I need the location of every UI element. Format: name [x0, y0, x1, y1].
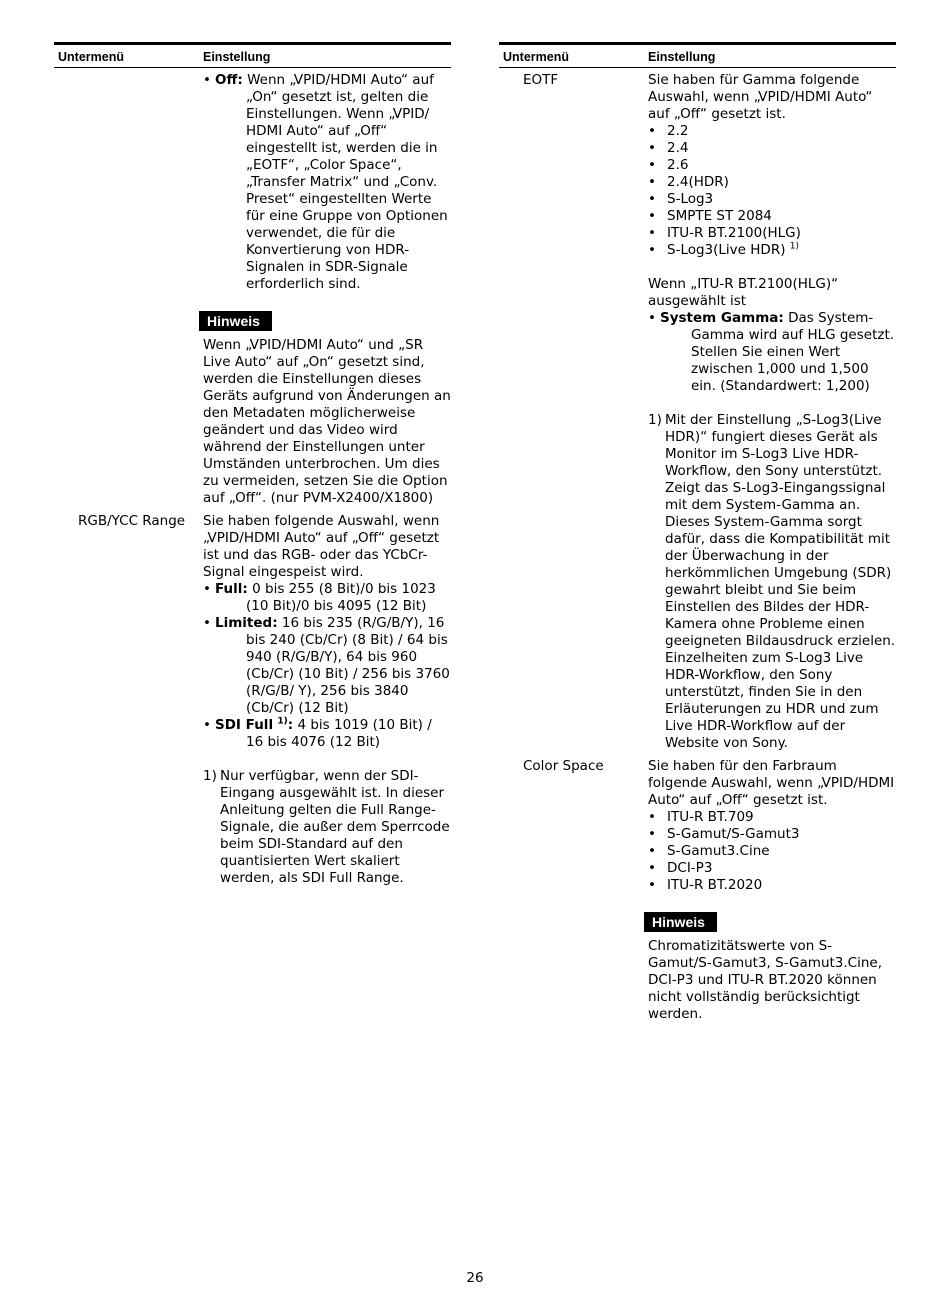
color-space-submenu: Color Space — [523, 758, 604, 774]
off-text: Wenn „VPID/HDMI Auto“ auf „On“ gesetzt ist, gelten die Einstellungen. Wenn „VPID/ HDMI Auto“ auf „Off“ eingestellt ist, werden die in „EOTF“, „Color Space“, „Transfer Matrix“ und „Conv. Preset“ eingestellten Werte für eine Gruppe von Optionen verwendet, die für die Konvertierung von HDR-Signalen in SDR-Signale erforderlich sind. — [246, 72, 448, 292]
row-eotf — [499, 72, 896, 752]
row-continued — [54, 72, 451, 507]
range-options — [203, 581, 451, 751]
row-color-space — [499, 758, 896, 1023]
rgb-submenu: RGB/YCC Range — [78, 513, 186, 529]
cs-option: • S-Gamut/S-Gamut3 — [648, 826, 896, 843]
header-submenu: Untermenü — [58, 50, 124, 64]
off-label: Off: — [215, 72, 243, 88]
cs-option: • ITU-R BT.2020 — [648, 877, 896, 894]
header-setting: Einstellung — [203, 50, 271, 64]
eotf-intro: Sie haben für Gamma folgende Auswahl, wenn „VPID/HDMI Auto“ auf „Off“ gesetzt ist. — [648, 72, 873, 122]
system-gamma: • System Gamma: Das System-Gamma wird auf HLG gesetzt. Stellen Sie einen Wert zwischen 1,000 und 1,500 ein. (Standardwert: 1,200) — [648, 310, 896, 395]
off-option — [203, 72, 451, 293]
row-rgb-ycc-range — [54, 513, 451, 887]
cs-option: • DCI-P3 — [648, 860, 896, 877]
table-header — [499, 42, 896, 68]
footnote: 1) Mit der Einstellung „S-Log3(Live HDR)“ fungiert dieses Gerät als Monitor im S-Log3 Live HDR-Workflow, den Sony unterstützt. Zeigt das S-Log3-Eingangssignal mit dem System-Gamma an. Dieses System-Gamma sorgt dafür, dass die Kompatibilität mit der Überwachung in der herkömmlichen Umgebung (SDR) gewahrt bleibt und Sie beim Einstellen des Bildes der HDR-Kamera ohne Probleme einen geeigneten Bildausdruck erzielen. Einzelheiten zum S-Log3 Live HDR-Workflow, den Sony unterstützt, finden Sie in den Erläuterungen zu HDR und zum Live HDR-Workflow auf der Website von Sony. — [648, 412, 896, 751]
header-setting: Einstellung — [648, 50, 716, 64]
range-limited: • Limited: 16 bis 235 (R/G/B/Y), 16 bis 240 (Cb/Cr) (8 Bit) / 64 bis 940 (R/G/B/Y), 64 bis 960 (Cb/Cr) (10 Bit) / 256 bis 3760 (R/G/B/ Y), 256 bis 3840 (Cb/Cr) (12 Bit) — [203, 615, 451, 717]
range-full: • Full: 0 bis 255 (8 Bit)/0 bis 1023 (10 Bit)/0 bis 4095 (12 Bit) — [203, 581, 451, 615]
rgb-intro: Sie haben folgende Auswahl, wenn „VPID/HDMI Auto“ auf „Off“ gesetzt ist und das RGB- oder das YCbCr-Signal eingespeist wird. — [203, 513, 440, 580]
gamma-option: • 2.4(HDR) — [648, 174, 896, 191]
table-header — [54, 42, 451, 68]
off-option-list — [203, 72, 451, 293]
range-sdi-full: • SDI Full $^{1)}$: 4 bis 1019 (10 Bit) / 16 bis 4076 (12 Bit) — [203, 717, 451, 751]
gamma-options — [648, 123, 896, 259]
note-badge: Hinweis — [203, 311, 451, 331]
gamma-option: • ITU-R BT.2100(HLG) — [648, 225, 896, 242]
cs-intro: Sie haben für den Farbraum folgende Auswahl, wenn „VPID/HDMI Auto“ auf „Off“ gesetzt ist. — [648, 758, 895, 808]
color-space-options — [648, 809, 896, 894]
gamma-option: • 2.4 — [648, 140, 896, 157]
gamma-option: • 2.6 — [648, 157, 896, 174]
gamma-option-live-hdr: • S-Log3(Live HDR) $^{1)}$ — [648, 242, 896, 259]
gamma-option: • 2.2 — [648, 123, 896, 140]
left-table — [54, 42, 451, 887]
note-text: Chromatizitätswerte von S-Gamut/S-Gamut3, S-Gamut3.Cine, DCI-P3 und ITU-R BT.2020 können nicht vollständig berücksichtigt werden. — [648, 938, 883, 1022]
note-text: Wenn „VPID/HDMI Auto“ und „SR Live Auto“ auf „On“ gesetzt sind, werden die Einstellungen dieses Geräts aufgrund von Änderungen an den Metadaten möglicherweise geändert und das Video wird während der Einstellungen unter Umständen unterbrochen. Um dies zu vermeiden, setzen Sie die Option auf „Off“. (nur PVM-X2400/X1800) — [203, 337, 451, 506]
hlg-intro: Wenn „ITU-R BT.2100(HLG)“ ausgewählt ist — [648, 276, 839, 309]
right-table — [499, 42, 896, 1023]
note-badge: Hinweis — [648, 912, 896, 932]
footnote: 1) Nur verfügbar, wenn der SDI-Eingang ausgewählt ist. In dieser Anleitung gelten die Full Range-Signale, die außer dem Sperrcode beim SDI-Standard auf den quantisierten Wert skaliert werden, als SDI Full Range. — [203, 768, 450, 886]
page-number: 26 — [466, 1270, 484, 1286]
gamma-option: • S-Log3 — [648, 191, 896, 208]
eotf-submenu: EOTF — [523, 72, 559, 88]
cs-option: • S-Gamut3.Cine — [648, 843, 896, 860]
cs-option: • ITU-R BT.709 — [648, 809, 896, 826]
gamma-option: • SMPTE ST 2084 — [648, 208, 896, 225]
header-submenu: Untermenü — [503, 50, 569, 64]
